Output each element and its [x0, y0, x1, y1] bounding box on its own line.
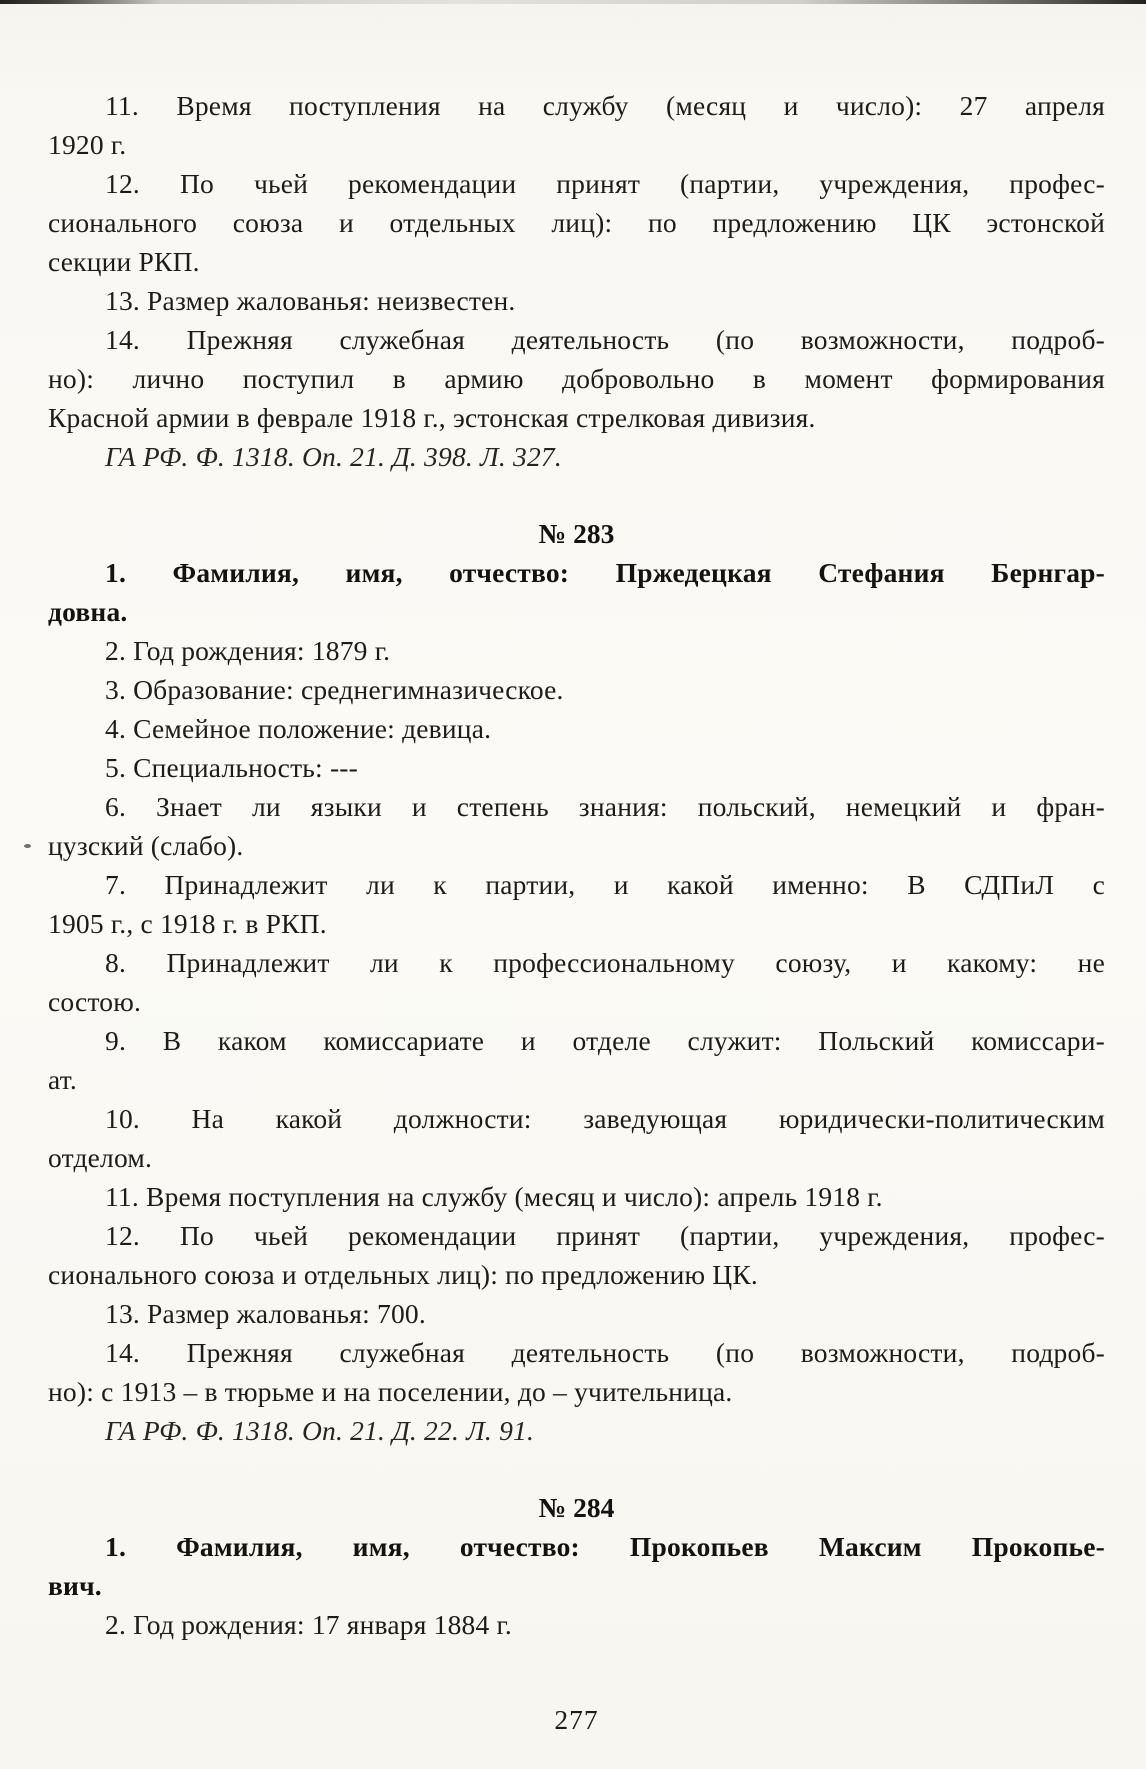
text-line: ат. — [48, 1064, 77, 1095]
text-line: 9. В каком комиссариате и отделе служит: Польский комиссари- — [105, 1025, 1105, 1056]
page-number: 277 — [554, 1704, 599, 1735]
text-line: 4. Семейное положение: девица. — [105, 713, 492, 744]
text-line: 11. Время поступления на службу (месяц и число): 27 апреля — [105, 90, 1105, 121]
page-text — [48, 86, 1105, 1644]
text-line: 1. Фамилия, имя, отчество: Прокопьев Максим Прокопье- — [105, 1531, 1105, 1562]
record — [48, 86, 1105, 476]
record-number-heading: № 283 — [538, 518, 615, 549]
text-line: ГА РФ. Ф. 1318. Оп. 21. Д. 398. Л. 327. — [105, 441, 562, 472]
record — [48, 1488, 1105, 1644]
text-line: но): с 1913 – в тюрьме и на поселении, до – учительница. — [48, 1376, 733, 1407]
scan-speck — [24, 844, 31, 848]
text-line: 2. Год рождения: 17 января 1884 г. — [105, 1609, 512, 1640]
text-line: вич. — [48, 1570, 102, 1601]
text-line: 14. Прежняя служебная деятельность (по возможности, подроб- — [105, 1337, 1105, 1368]
text-line: но): лично поступил в армию добровольно в момент формирования — [48, 363, 1105, 394]
text-line: состою. — [48, 986, 142, 1017]
text-line: довна. — [48, 596, 128, 627]
text-line: 13. Размер жалованья: неизвестен. — [105, 285, 516, 316]
text-line: сионального союза и отдельных лиц): по предложению ЦК. — [48, 1259, 758, 1290]
text-line: сионального союза и отдельных лиц): по предложению ЦК эстонской — [48, 207, 1105, 238]
text-line: 1. Фамилия, имя, отчество: Пржедецкая Стефания Бернгар- — [105, 557, 1105, 588]
text-line: 2. Год рождения: 1879 г. — [105, 635, 391, 666]
text-line: Красной армии в феврале 1918 г., эстонская стрелковая дивизия. — [48, 402, 816, 433]
text-line: 10. На какой должности: заведующая юридически-политическим — [105, 1103, 1105, 1134]
text-line: 5. Специальность: --- — [105, 752, 359, 783]
text-line: отделом. — [48, 1142, 153, 1173]
text-line: ГА РФ. Ф. 1318. Оп. 21. Д. 22. Л. 91. — [105, 1415, 535, 1446]
text-line: 1920 г. — [48, 129, 127, 160]
text-line: 12. По чьей рекомендации принят (партии, учреждения, профес- — [105, 168, 1105, 199]
text-line: 3. Образование: среднегимназическое. — [105, 674, 564, 705]
text-line: 13. Размер жалованья: 700. — [105, 1298, 426, 1329]
text-line: цузский (слабо). — [48, 830, 244, 861]
scan-edge-artifact — [0, 0, 1146, 4]
text-line: 11. Время поступления на службу (месяц и число): апрель 1918 г. — [105, 1181, 883, 1212]
record-number-heading: № 284 — [538, 1492, 615, 1523]
text-line: 14. Прежняя служебная деятельность (по возможности, подроб- — [105, 324, 1105, 355]
text-line: секции РКП. — [48, 246, 200, 277]
text-line: 6. Знает ли языки и степень знания: польский, немецкий и фран- — [105, 791, 1105, 822]
text-line: 12. По чьей рекомендации принят (партии, учреждения, профес- — [105, 1220, 1105, 1251]
text-line: 8. Принадлежит ли к профессиональному союзу, и какому: не — [105, 947, 1105, 978]
text-line: 1905 г., с 1918 г. в РКП. — [48, 908, 327, 939]
record — [48, 514, 1105, 1450]
text-line: 7. Принадлежит ли к партии, и какой именно: В СДПиЛ с — [105, 869, 1105, 900]
